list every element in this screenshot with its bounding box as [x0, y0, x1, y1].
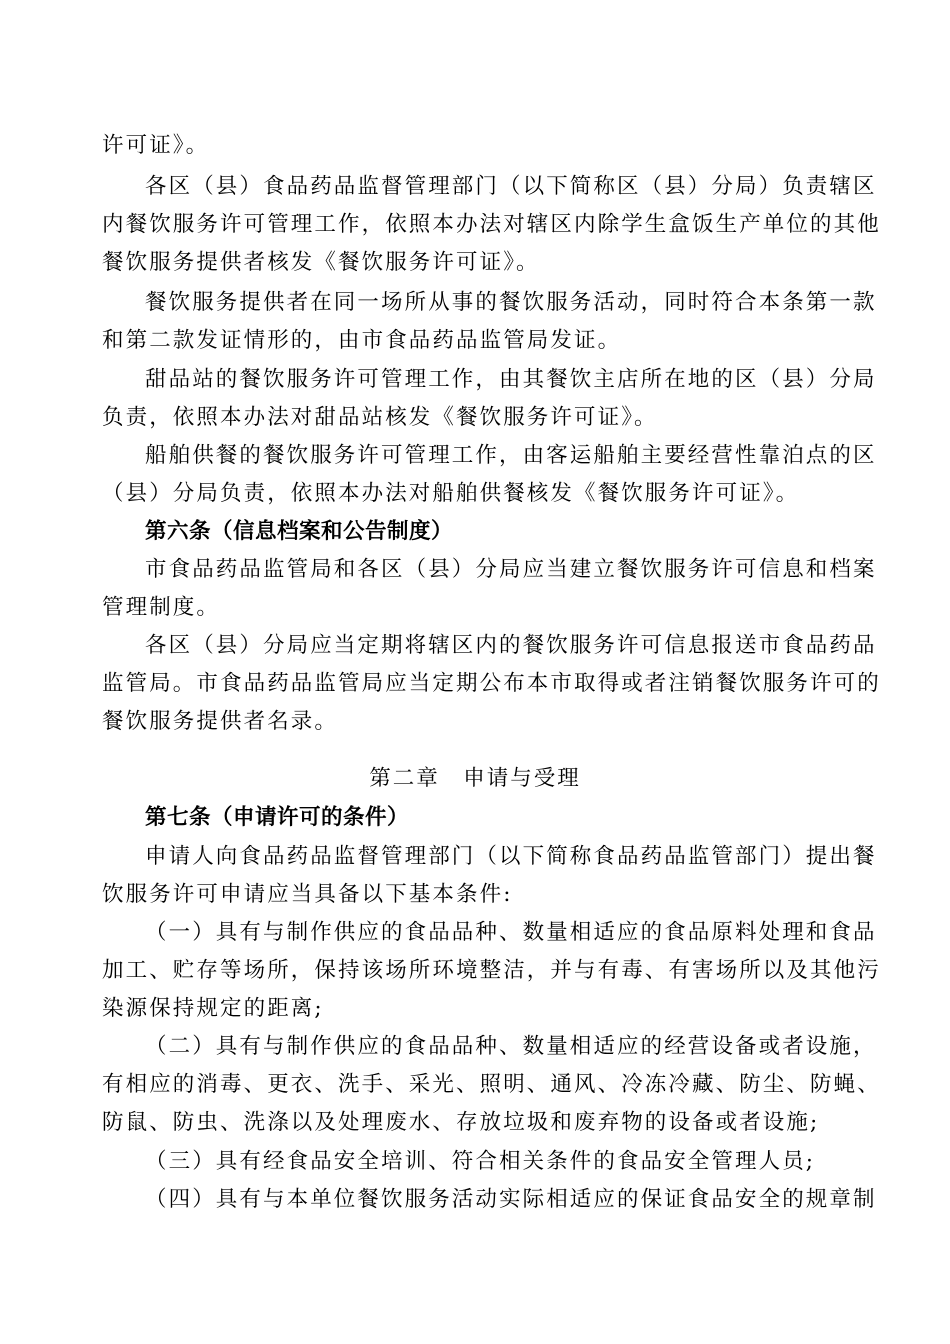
text-line: 船舶供餐的餐饮服务许可管理工作，由客运船舶主要经营性靠泊点的区 [145, 443, 877, 468]
text-line: （四）具有与本单位餐饮服务活动实际相适应的保证食品安全的规章制 [145, 1187, 877, 1212]
text-line: 餐饮服务提供者在同一场所从事的餐饮服务活动，同时符合本条第一款 [145, 290, 877, 315]
text-line: （县）分局负责，依照本办法对船舶供餐核发《餐饮服务许可证》。 [102, 481, 800, 506]
text-line: 饮服务许可申请应当具备以下基本条件: [102, 882, 513, 907]
text-line: 监管局。市食品药品监管局应当定期公布本市取得或者注销餐饮服务许可的 [102, 671, 881, 696]
text-line: 餐饮服务提供者核发《餐饮服务许可证》。 [102, 250, 540, 275]
text-line: 各区（县）分局应当定期将辖区内的餐饮服务许可信息报送市食品药品 [145, 633, 877, 658]
text-line: （二）具有与制作供应的食品品种、数量相适应的经营设备或者设施， [145, 1034, 877, 1059]
text-line: 各区（县）食品药品监督管理部门（以下简称区（县）分局）负责辖区 [145, 174, 877, 199]
text-line: 染源保持规定的距离; [102, 996, 324, 1021]
text-line: （一）具有与制作供应的食品品种、数量相适应的食品原料处理和食品 [145, 920, 877, 945]
text-line: 防鼠、防虫、洗涤以及处理废水、存放垃圾和废弃物的设备或者设施; [102, 1110, 820, 1135]
text-line: 申请人向食品药品监督管理部门（以下简称食品药品监管部门）提出餐 [145, 844, 877, 869]
text-line: 有相应的消毒、更衣、洗手、采光、照明、通风、冷冻冷藏、防尘、防蝇、 [102, 1072, 881, 1097]
text-line: 和第二款发证情形的，由市食品药品监管局发证。 [102, 328, 622, 353]
article-heading: 第六条（信息档案和公告制度） [145, 519, 454, 544]
chapter-heading: 第二章 申请与受理 [369, 766, 581, 791]
text-line: 餐饮服务提供者名录。 [102, 709, 339, 734]
text-line: 甜品站的餐饮服务许可管理工作，由其餐饮主店所在地的区（县）分局 [145, 367, 877, 392]
text-line: 内餐饮服务许可管理工作，依照本办法对辖区内除学生盒饭生产单位的其他 [102, 212, 881, 237]
text-line: （三）具有经食品安全培训、符合相关条件的食品安全管理人员; [145, 1149, 816, 1174]
article-heading: 第七条（申请许可的条件） [145, 805, 410, 830]
text-line: 许可证》。 [102, 133, 210, 158]
text-line: 管理制度。 [102, 595, 221, 620]
text-line: 加工、贮存等场所，保持该场所环境整洁，并与有毒、有害场所以及其他污 [102, 958, 881, 983]
text-line: 负责，依照本办法对甜品站核发《餐饮服务许可证》。 [102, 405, 658, 430]
text-line: 市食品药品监管局和各区（县）分局应当建立餐饮服务许可信息和档案 [145, 557, 877, 582]
